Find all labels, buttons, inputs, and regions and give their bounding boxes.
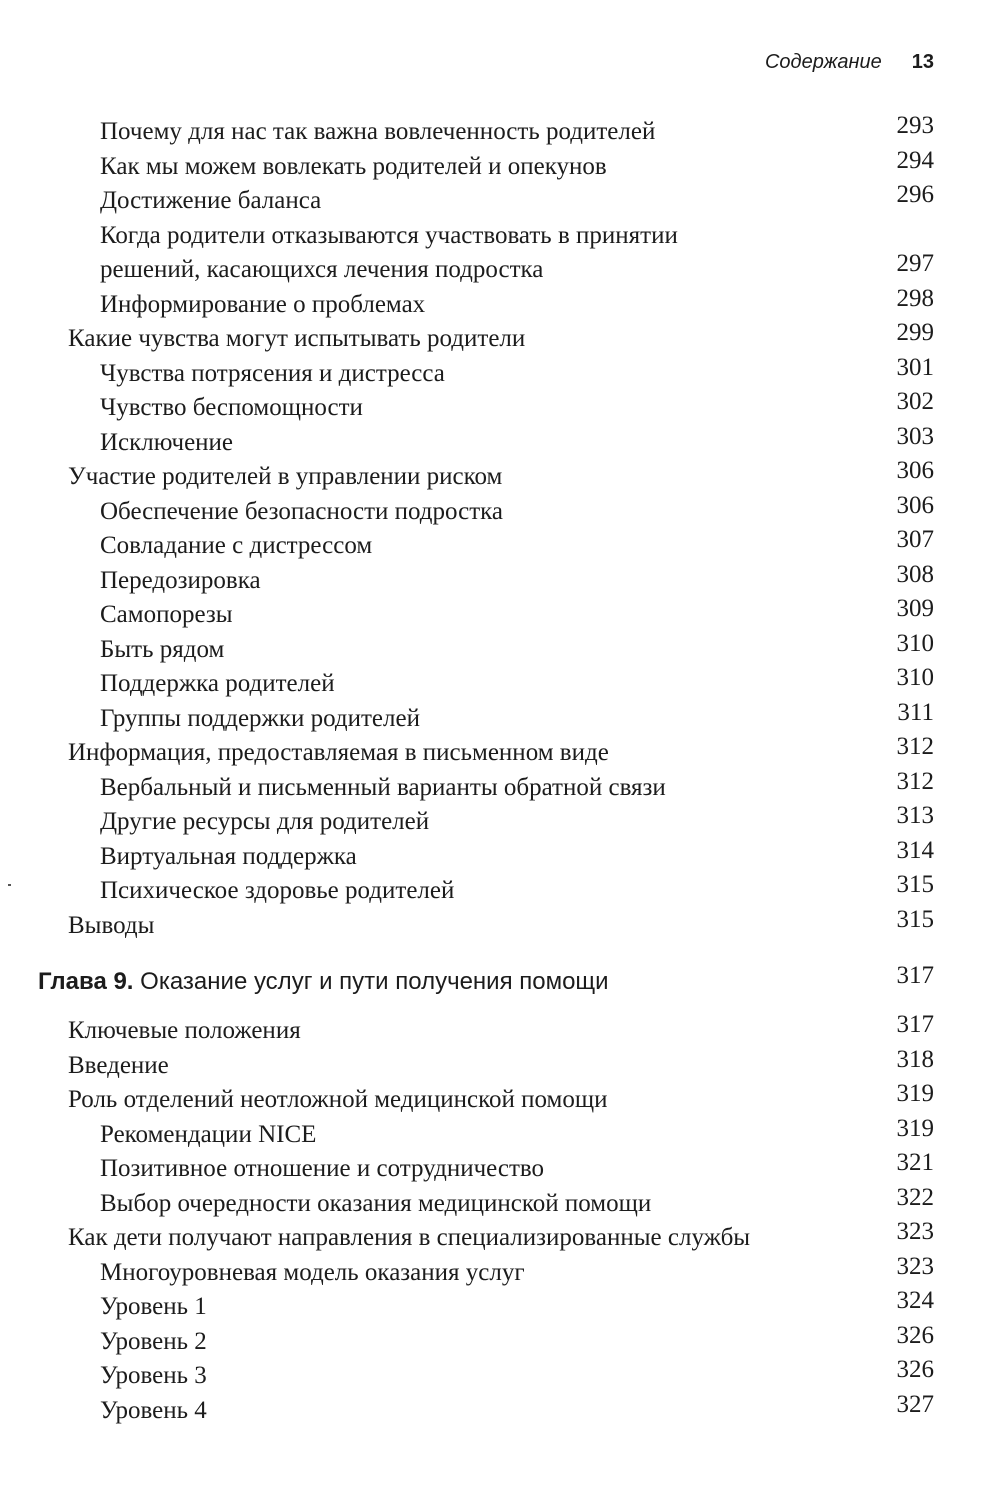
toc-entry-page-number: 322 [896, 1183, 934, 1211]
scan-mark [8, 884, 11, 886]
chapter-page-number: 317 [896, 962, 934, 989]
toc-entry-title: Совладание с дистрессом [100, 532, 373, 559]
toc-entry-title: Выбор очередности оказания медицинской помощи [100, 1189, 652, 1217]
toc-entry-page-number: 293 [896, 112, 934, 139]
toc-entry-title: Чувство беспомощности [100, 394, 363, 421]
toc-entry-title: Психическое здоровье родителей [100, 877, 455, 904]
toc-entry-title: Уровень 2 [100, 1327, 207, 1355]
toc-entry-page-number: 294 [896, 146, 934, 174]
toc-entry-page-number: 306 [896, 457, 934, 484]
toc-entry-page-number: 299 [896, 319, 934, 346]
toc-entry-title: Ключевые положения [68, 1017, 301, 1044]
toc-entry-page-number: 318 [896, 1045, 934, 1073]
toc-entry-title: Выводы [68, 911, 155, 939]
toc-entry-title: Как дети получают направления в специализированные службы [68, 1224, 751, 1251]
toc-entry-title: Самопорезы [100, 601, 233, 628]
toc-entry-title: Чувства потрясения и дистресса [100, 359, 445, 387]
toc-entry-page-number: 326 [896, 1321, 934, 1349]
toc-entry-title: Быть рядом [100, 635, 225, 663]
toc-entry-page-number: 306 [896, 491, 934, 519]
toc-entry-title: Группы поддержки родителей [100, 704, 420, 732]
toc-entry-page-number: 301 [896, 353, 934, 381]
toc-entry-page-number: 323 [896, 1252, 934, 1280]
toc-entry-page-number: 307 [896, 526, 934, 553]
toc-entry-title: Виртуальная поддержка [100, 842, 357, 870]
running-head [0, 48, 934, 76]
toc-entry-page-number: 312 [896, 733, 934, 760]
toc-entry-page-number: 297 [896, 250, 934, 277]
toc-entry-title: решений, касающихся лечения подростка [100, 256, 544, 283]
toc-entry-title: Достижение баланса [100, 187, 322, 214]
toc-entry-page-number: 317 [896, 1011, 934, 1038]
toc-entry-title: Как мы можем вовлекать родителей и опекунов [100, 152, 607, 180]
toc-entry-page-number: 310 [896, 629, 934, 657]
toc-entry-title: Многоуровневая модель оказания услуг [100, 1258, 525, 1286]
toc-entry-page-number: 313 [896, 802, 934, 829]
toc-entry-title: Какие чувства могут испытывать родители [68, 325, 526, 352]
toc-entry-title: Другие ресурсы для родителей [100, 808, 430, 835]
toc-entry-title: Поддержка родителей [100, 670, 335, 697]
running-head-title: Содержание [764, 51, 882, 73]
toc-entry-title: Когда родители отказываются участвовать в принятии [100, 221, 678, 249]
toc-entry-page-number: 315 [896, 905, 934, 933]
toc-entry-title: Участие родителей в управлении риском [68, 463, 503, 490]
toc-entry-page-number: 314 [896, 836, 934, 864]
chapter-name: Оказание услуг и пути получения помощи [133, 968, 609, 995]
toc-entry-title: Введение [68, 1051, 169, 1079]
toc-entry-title: Обеспечение безопасности подростка [100, 497, 504, 525]
toc-entry-title: Уровень 1 [100, 1293, 207, 1320]
toc-entry-page-number: 321 [896, 1149, 934, 1176]
toc-entry-title: Уровень 4 [100, 1396, 207, 1424]
toc-entry-page-number: 308 [896, 560, 934, 588]
toc-entry-page-number: 319 [896, 1114, 934, 1142]
toc-entry-title: Информирование о проблемах [100, 290, 426, 318]
toc-entry-page-number: 311 [897, 698, 934, 726]
toc-entry-title: Роль отделений неотложной медицинской помощи [68, 1086, 608, 1113]
running-head-page-number: 13 [911, 51, 934, 73]
toc-entry-page-number: 309 [896, 595, 934, 622]
chapter-number: Глава 9. [38, 968, 134, 995]
toc-entry-title: Передозировка [100, 566, 261, 594]
toc-entry-page-number: 312 [896, 767, 934, 795]
toc-entry-title: Исключение [100, 428, 234, 456]
toc-entry-page-number: 302 [896, 388, 934, 415]
toc-entry-title: Почему для нас так важна вовлеченность родителей [100, 118, 656, 145]
toc-entry-title: Вербальный и письменный варианты обратной связи [100, 773, 666, 801]
toc-entry-page-number: 296 [896, 181, 934, 208]
toc-entry-page-number: 303 [896, 422, 934, 450]
chapter-title [38, 967, 609, 997]
toc-entry-title: Рекомендации NICE [100, 1120, 317, 1148]
toc-entry-page-number: 324 [896, 1287, 934, 1314]
toc-entry-page-number: 326 [896, 1356, 934, 1383]
toc-entry-page-number: 323 [896, 1218, 934, 1245]
toc-entry-title: Позитивное отношение и сотрудничество [100, 1155, 545, 1182]
toc-entry-page-number: 315 [896, 871, 934, 898]
toc-entry-title: Информация, предоставляемая в письменном виде [68, 739, 609, 766]
toc-entry-page-number: 319 [896, 1080, 934, 1107]
toc-entry-page-number: 310 [896, 664, 934, 691]
toc-entry-page-number: 298 [896, 284, 934, 312]
toc-entry-page-number: 327 [896, 1390, 934, 1418]
toc-entry-title: Уровень 3 [100, 1362, 207, 1389]
